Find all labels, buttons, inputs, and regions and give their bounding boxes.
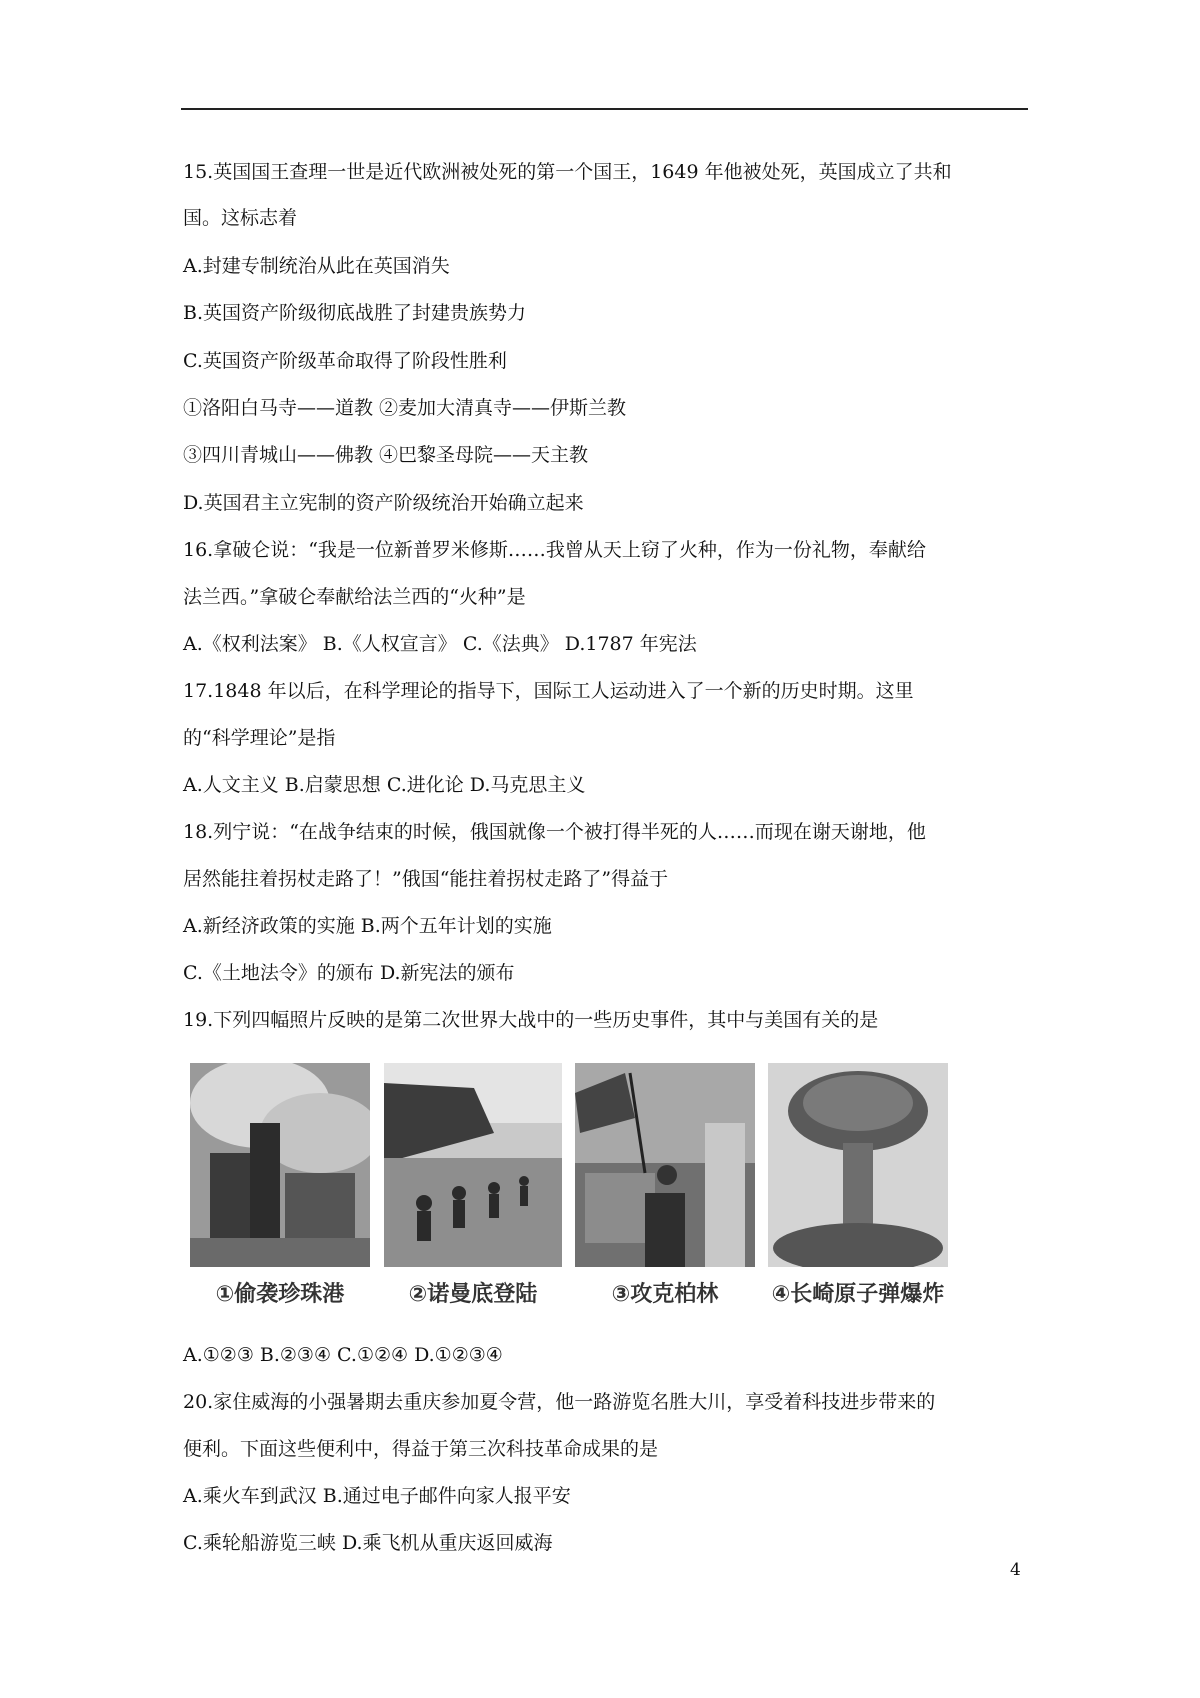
- q20-stem-line1: 20.家住威海的小强暑期去重庆参加夏令营，他一路游览名胜大川，享受着科技进步带来的: [183, 1391, 936, 1413]
- q19-stem: 19.下列四幅照片反映的是第二次世界大战中的一些历史事件，其中与美国有关的是: [183, 1009, 879, 1031]
- photo-pearl-harbor: [190, 1063, 370, 1267]
- photo-normandy: [384, 1063, 562, 1267]
- religion-pair-line1: ①洛阳白马寺——道教 ②麦加大清真寺——伊斯兰教: [183, 397, 627, 419]
- q20-stem-line2: 便利。下面这些便利中，得益于第三次科技革命成果的是: [183, 1438, 659, 1460]
- caption-nagasaki: ④长崎原子弹爆炸: [771, 1282, 945, 1307]
- page-number: 4: [1010, 1560, 1021, 1580]
- q18-stem-line1: 18.列宁说：“在战争结束的时候，俄国就像一个被打得半死的人……而现在谢天谢地，他: [183, 821, 926, 843]
- q17-stem-line1: 17.1848 年以后，在科学理论的指导下，国际工人运动进入了一个新的历史时期。这里: [183, 680, 914, 702]
- q16-stem-line1: 16.拿破仑说：“我是一位新普罗米修斯……我曾从天上窃了火种，作为一份礼物，奉献给: [183, 539, 926, 561]
- caption-pearl-harbor: ①偷袭珍珠港: [215, 1282, 345, 1307]
- q18-options-ab: A.新经济政策的实施 B.两个五年计划的实施: [183, 915, 552, 937]
- header-rule: [181, 108, 1028, 110]
- q16-stem-line2: 法兰西。”拿破仑奉献给法兰西的“火种”是: [183, 586, 526, 608]
- q15-option-c: C.英国资产阶级革命取得了阶段性胜利: [183, 350, 507, 372]
- ww2-photo-strip: [186, 1063, 1028, 1321]
- q20-options-cd: C.乘轮船游览三峡 D.乘飞机从重庆返回威海: [183, 1532, 553, 1554]
- religion-pair-line2: ③四川青城山——佛教 ④巴黎圣母院——天主教: [183, 444, 589, 466]
- photo-nagasaki: [768, 1063, 948, 1267]
- caption-normandy: ②诺曼底登陆: [408, 1282, 538, 1307]
- q19-options: A.①②③ B.②③④ C.①②④ D.①②③④: [183, 1344, 503, 1366]
- q18-stem-line2: 居然能拄着拐杖走路了！”俄国“能拄着拐杖走路了”得益于: [183, 868, 669, 890]
- q15-option-d: D.英国君主立宪制的资产阶级统治开始确立起来: [183, 492, 584, 514]
- q18-options-cd: C.《土地法令》的颁布 D.新宪法的颁布: [183, 962, 515, 984]
- photo-berlin: [575, 1063, 755, 1267]
- q15-stem-line2: 国。这标志着: [183, 207, 298, 229]
- q15-option-b: B.英国资产阶级彻底战胜了封建贵族势力: [183, 302, 527, 324]
- q15-option-a: A.封建专制统治从此在英国消失: [183, 255, 450, 277]
- q17-stem-line2: 的“科学理论”是指: [183, 727, 336, 749]
- q15-stem-line1: 15.英国国王查理一世是近代欧洲被处死的第一个国王，1649 年他被处死，英国成立了共和: [183, 161, 952, 183]
- q17-options: A.人文主义 B.启蒙思想 C.进化论 D.马克思主义: [183, 774, 586, 796]
- q20-options-ab: A.乘火车到武汉 B.通过电子邮件向家人报平安: [183, 1485, 571, 1507]
- caption-berlin: ③攻克柏林: [611, 1282, 719, 1307]
- q16-options: A.《权利法案》 B.《人权宣言》 C.《法典》 D.1787 年宪法: [183, 633, 697, 655]
